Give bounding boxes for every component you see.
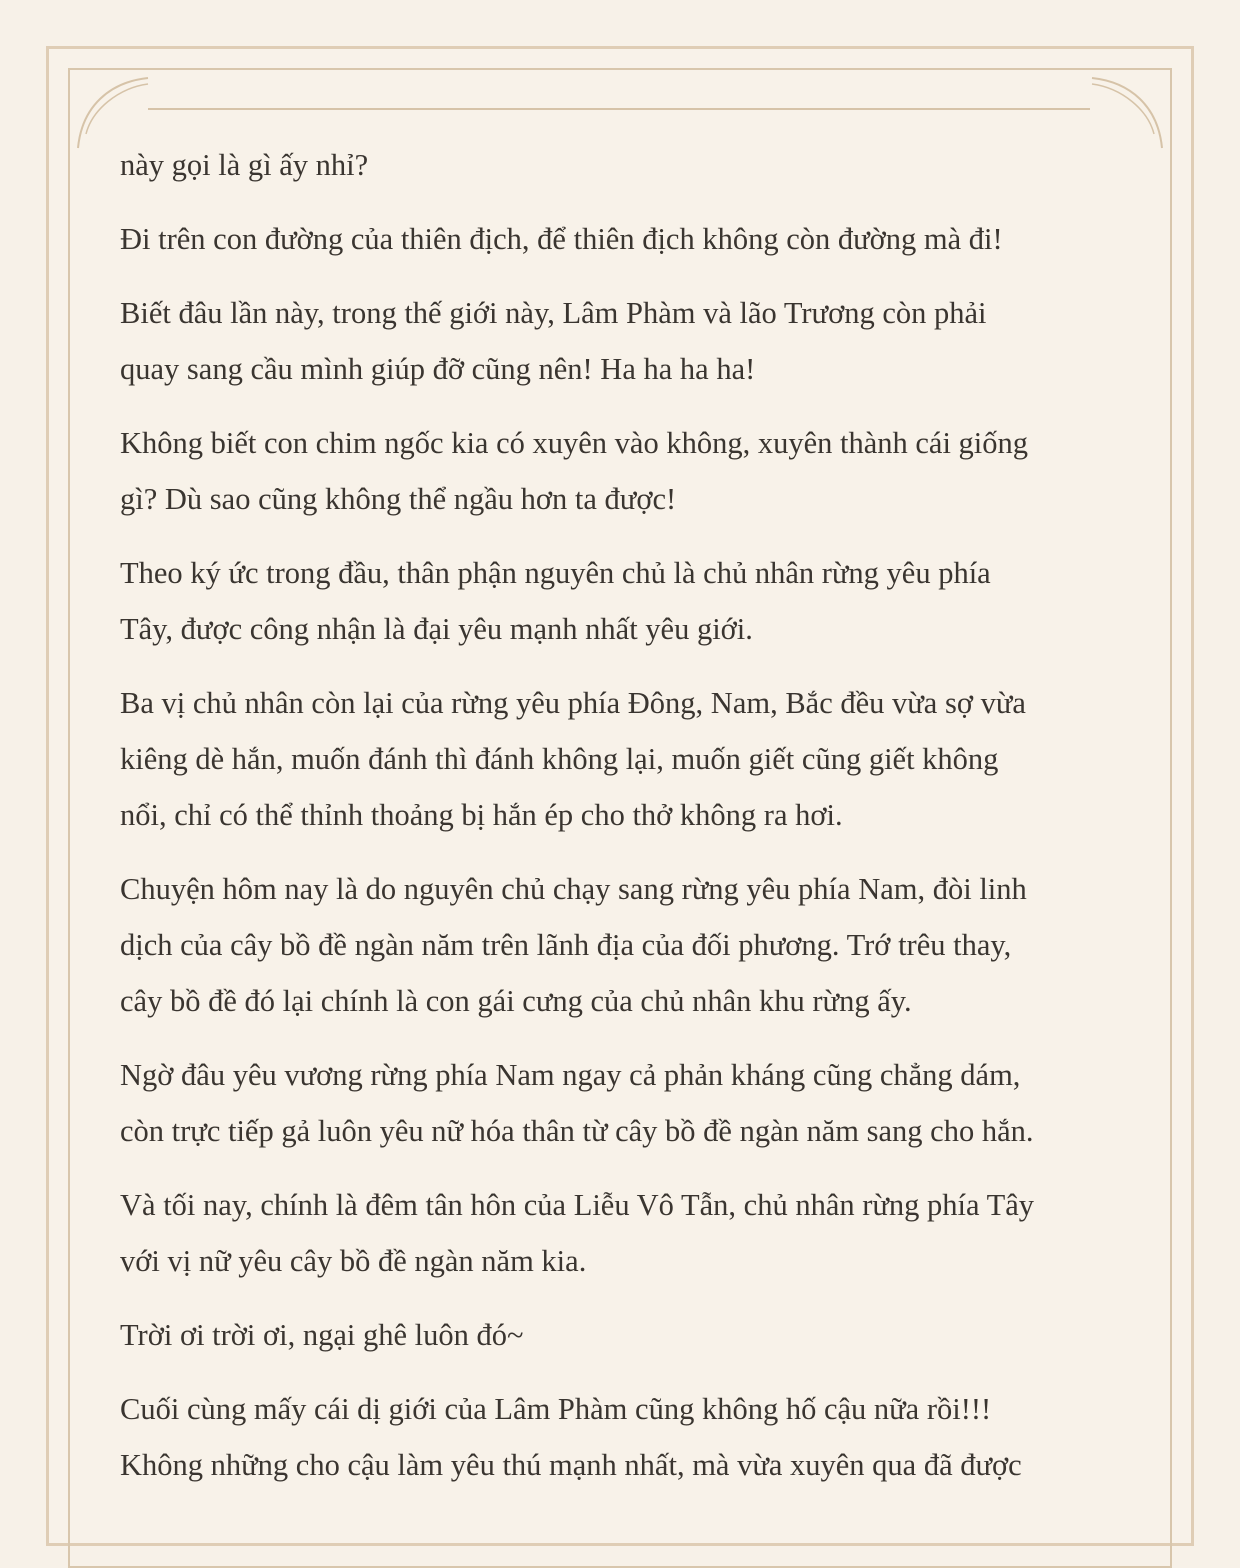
- text-line: Đi trên con đường của thiên địch, để thiên địch không còn đường mà đi!: [120, 222, 1003, 256]
- text-line: Không những cho cậu làm yêu thú mạnh nhất, mà vừa xuyên qua đã được: [120, 1448, 1022, 1482]
- paragraph: [120, 1177, 1120, 1289]
- text-line: Và tối nay, chính là đêm tân hôn của Liễu Vô Tẫn, chủ nhân rừng phía Tây: [120, 1188, 1035, 1222]
- top-divider-rule: [148, 108, 1090, 110]
- text-line: Biết đâu lần này, trong thế giới này, Lâm Phàm và lão Trương còn phải: [120, 296, 987, 330]
- text-line: Không biết con chim ngốc kia có xuyên vào không, xuyên thành cái giống: [120, 426, 1029, 460]
- text-line: dịch của cây bồ đề ngàn năm trên lãnh địa của đối phương. Trớ trêu thay,: [120, 928, 1012, 962]
- paragraph: [120, 137, 1120, 193]
- text-line: nổi, chỉ có thể thỉnh thoảng bị hắn ép cho thở không ra hơi.: [120, 798, 843, 832]
- text-line: với vị nữ yêu cây bồ đề ngàn năm kia.: [120, 1244, 587, 1278]
- text-line: Tây, được công nhận là đại yêu mạnh nhất yêu giới.: [120, 612, 753, 646]
- text-line: Theo ký ức trong đầu, thân phận nguyên chủ là chủ nhân rừng yêu phía: [120, 556, 991, 590]
- text-line: quay sang cầu mình giúp đỡ cũng nên! Ha ha ha ha!: [120, 352, 756, 386]
- paragraph: [120, 211, 1120, 267]
- paragraph: [120, 1047, 1120, 1159]
- text-line: còn trực tiếp gả luôn yêu nữ hóa thân từ cây bồ đề ngàn năm sang cho hắn.: [120, 1114, 1034, 1148]
- text-line: Cuối cùng mấy cái dị giới của Lâm Phàm cũng không hố cậu nữa rồi!!!: [120, 1392, 992, 1426]
- text-line: kiêng dè hắn, muốn đánh thì đánh không lại, muốn giết cũng giết không: [120, 742, 999, 776]
- paragraph: [120, 1381, 1120, 1493]
- text-line: gì? Dù sao cũng không thể ngầu hơn ta được!: [120, 482, 677, 516]
- text-line: cây bồ đề đó lại chính là con gái cưng của chủ nhân khu rừng ấy.: [120, 984, 912, 1018]
- paragraph: [120, 861, 1120, 1029]
- text-line: Ngờ đâu yêu vương rừng phía Nam ngay cả phản kháng cũng chẳng dám,: [120, 1058, 1021, 1092]
- paragraph: [120, 415, 1120, 527]
- text-line: Ba vị chủ nhân còn lại của rừng yêu phía Đông, Nam, Bắc đều vừa sợ vừa: [120, 686, 1026, 720]
- paragraph: [120, 675, 1120, 843]
- paragraph: [120, 1307, 1120, 1363]
- text-line: Trời ơi trời ơi, ngại ghê luôn đó~: [120, 1318, 524, 1352]
- paragraph: [120, 285, 1120, 397]
- story-text: [120, 137, 1120, 1511]
- text-line: này gọi là gì ấy nhỉ?: [120, 148, 369, 182]
- paragraph: [120, 545, 1120, 657]
- text-line: Chuyện hôm nay là do nguyên chủ chạy sang rừng yêu phía Nam, đòi linh: [120, 872, 1027, 906]
